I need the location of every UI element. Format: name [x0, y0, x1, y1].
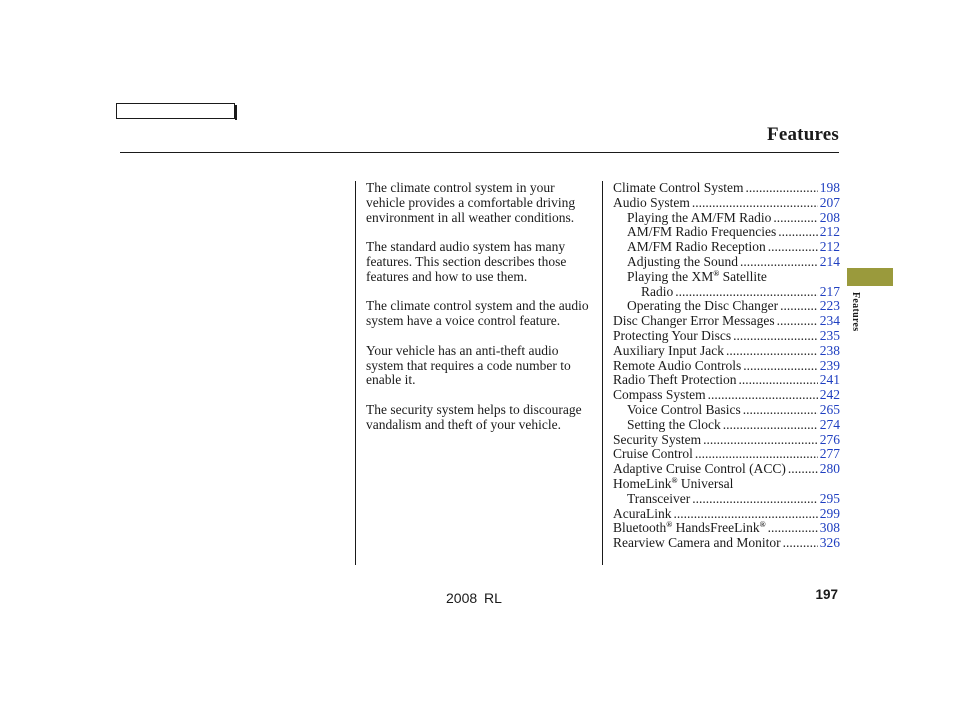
- toc-entry[interactable]: [613, 196, 840, 211]
- toc-page-link[interactable]: 295: [819, 490, 840, 506]
- toc-page-link[interactable]: 235: [819, 327, 840, 343]
- toc-page-link[interactable]: 241: [819, 372, 840, 388]
- toc-page-link[interactable]: 238: [819, 342, 840, 358]
- leader-dots: [783, 536, 818, 551]
- main-menu-box[interactable]: [116, 103, 235, 119]
- toc-entry-label: Playing the AM/FM Radio: [627, 209, 772, 225]
- toc-entry-label: Playing the XM: [627, 268, 714, 284]
- section-tab-label: Features: [850, 292, 861, 332]
- title-divider: [120, 152, 839, 153]
- toc-entry[interactable]: [613, 507, 840, 522]
- toc-entry[interactable]: [613, 285, 840, 300]
- toc-page-link[interactable]: 208: [819, 209, 840, 225]
- toc-page-link[interactable]: 198: [819, 180, 840, 195]
- toc-entry[interactable]: [613, 255, 840, 270]
- toc-entry-label: Radio: [641, 283, 674, 299]
- toc-entry-label: Disc Changer Error Messages: [613, 313, 775, 329]
- toc-entry-label-part: HandsFreeLink: [672, 520, 760, 536]
- toc-page-link[interactable]: 274: [819, 416, 840, 432]
- toc-entry-label: HomeLink: [613, 475, 672, 491]
- leader-dots: [777, 314, 818, 329]
- column-divider-left: [355, 181, 356, 565]
- toc-page-link[interactable]: 212: [819, 239, 840, 255]
- toc-page-link[interactable]: 242: [819, 387, 840, 403]
- toc-entry-label: Voice Control Basics: [627, 401, 741, 417]
- toc-entry-label: Audio System: [613, 194, 690, 210]
- toc-page-link[interactable]: 308: [819, 520, 840, 536]
- toc-entry-label: Satellite: [719, 268, 767, 284]
- leader-dots: [773, 211, 817, 226]
- toc-page-link[interactable]: 280: [819, 461, 840, 477]
- toc-entry-label: Rearview Camera and Monitor: [613, 535, 781, 551]
- toc-page-link[interactable]: 234: [819, 313, 840, 329]
- toc-entry[interactable]: [613, 373, 840, 388]
- toc-entry-label: Compass System: [613, 387, 706, 403]
- leader-dots: [673, 507, 817, 522]
- toc-page-link[interactable]: 276: [819, 431, 840, 447]
- leader-dots: [675, 285, 818, 300]
- leader-dots: [788, 462, 818, 477]
- toc-entry[interactable]: [613, 344, 840, 359]
- toc-entry-first-line: [613, 477, 840, 492]
- toc-entry-label: Protecting Your Discs: [613, 327, 732, 343]
- page-number: 197: [815, 587, 838, 602]
- leader-dots: [740, 255, 818, 270]
- toc-entry-label: [613, 521, 766, 536]
- leader-dots: [743, 359, 818, 374]
- toc-page-link[interactable]: 207: [819, 194, 840, 210]
- toc-entry[interactable]: [613, 211, 840, 226]
- page-title: Features: [767, 124, 839, 145]
- intro-text: [366, 181, 592, 447]
- toc-entry-label: Climate Control System: [613, 180, 744, 195]
- leader-dots: [723, 418, 818, 433]
- toc-entry-label: Adjusting the Sound: [627, 253, 739, 269]
- toc-entry[interactable]: [613, 388, 840, 403]
- toc-page-link[interactable]: 214: [819, 253, 840, 269]
- leader-dots: [738, 373, 817, 388]
- intro-paragraph: The climate control system in your vehicle provides a comfortable driving environment in all weather conditions.: [366, 180, 576, 225]
- registered-mark: ®: [666, 520, 673, 530]
- toc-entry[interactable]: [613, 329, 840, 344]
- intro-paragraph: Your vehicle has an anti-theft audio system that requires a code number to enable it.: [366, 342, 571, 388]
- toc-entry-label: Transceiver: [627, 490, 691, 506]
- leader-dots: [692, 492, 818, 507]
- toc-entry-label: Cruise Control: [613, 446, 693, 462]
- toc-entry-label: Adaptive Cruise Control (ACC): [613, 461, 786, 477]
- toc-entry-label-part: Bluetooth: [613, 520, 667, 536]
- leader-dots: [746, 181, 818, 196]
- toc-entry[interactable]: [613, 521, 840, 536]
- column-divider-middle: [602, 181, 603, 565]
- leader-dots: [733, 329, 818, 344]
- leader-dots: [768, 521, 818, 536]
- toc-page-link[interactable]: 212: [819, 224, 840, 240]
- intro-paragraph: The climate control system and the audio system have a voice control feature.: [366, 298, 589, 329]
- toc-entry[interactable]: [613, 314, 840, 329]
- toc-entry[interactable]: [613, 359, 840, 374]
- toc-entry-label: AM/FM Radio Reception: [627, 239, 766, 255]
- registered-mark: ®: [713, 268, 720, 278]
- leader-dots: [780, 299, 818, 314]
- leader-dots: [778, 225, 818, 240]
- toc-page-link[interactable]: 299: [819, 505, 840, 521]
- toc-entry-label: Security System: [613, 431, 702, 447]
- toc-page-link[interactable]: 326: [819, 535, 840, 551]
- footer-model: 2008 RL: [446, 590, 502, 606]
- leader-dots: [768, 240, 818, 255]
- leader-dots: [692, 196, 818, 211]
- toc-entry[interactable]: [613, 433, 840, 448]
- toc-entry[interactable]: [613, 536, 840, 551]
- toc-page-link[interactable]: 265: [819, 401, 840, 417]
- toc-page-link[interactable]: 239: [819, 357, 840, 373]
- toc-entry[interactable]: [613, 181, 840, 196]
- intro-paragraph: The security system helps to discourage vandalism and theft of your vehicle.: [366, 401, 582, 432]
- leader-dots: [743, 403, 818, 418]
- toc-entry[interactable]: [613, 225, 840, 240]
- toc-entry-label: Remote Audio Controls: [613, 357, 742, 373]
- toc-entry[interactable]: [613, 447, 840, 462]
- toc-entry[interactable]: [613, 299, 840, 314]
- toc-entry-label: AM/FM Radio Frequencies: [627, 224, 777, 240]
- toc-page-link[interactable]: 223: [819, 298, 840, 314]
- toc-entry-label: Universal: [677, 475, 734, 491]
- intro-paragraph: The standard audio system has many features. This section describes those features and how to use them.: [366, 239, 567, 284]
- registered-mark: ®: [671, 475, 678, 485]
- toc-entry-label: Setting the Clock: [627, 416, 721, 432]
- toc-page-link[interactable]: 277: [819, 446, 840, 462]
- toc-entry-label: AcuraLink: [613, 505, 672, 521]
- registered-mark: ®: [759, 520, 766, 530]
- leader-dots: [726, 344, 818, 359]
- toc-entry-label: Auxiliary Input Jack: [613, 342, 724, 358]
- toc-entry-label: Operating the Disc Changer: [627, 298, 779, 314]
- toc-entry[interactable]: [613, 240, 840, 255]
- leader-dots: [708, 388, 818, 403]
- toc-page-link[interactable]: 217: [819, 283, 840, 299]
- toc-entry[interactable]: [613, 403, 840, 418]
- leader-dots: [695, 447, 818, 462]
- toc-entry[interactable]: [613, 418, 840, 433]
- section-tab[interactable]: [847, 268, 893, 286]
- toc-entry[interactable]: [613, 492, 840, 507]
- toc-entry-first-line: [613, 270, 840, 285]
- table-of-contents: [613, 181, 840, 551]
- leader-dots: [703, 433, 818, 448]
- toc-entry[interactable]: [613, 462, 840, 477]
- toc-entry-label: Radio Theft Protection: [613, 372, 737, 388]
